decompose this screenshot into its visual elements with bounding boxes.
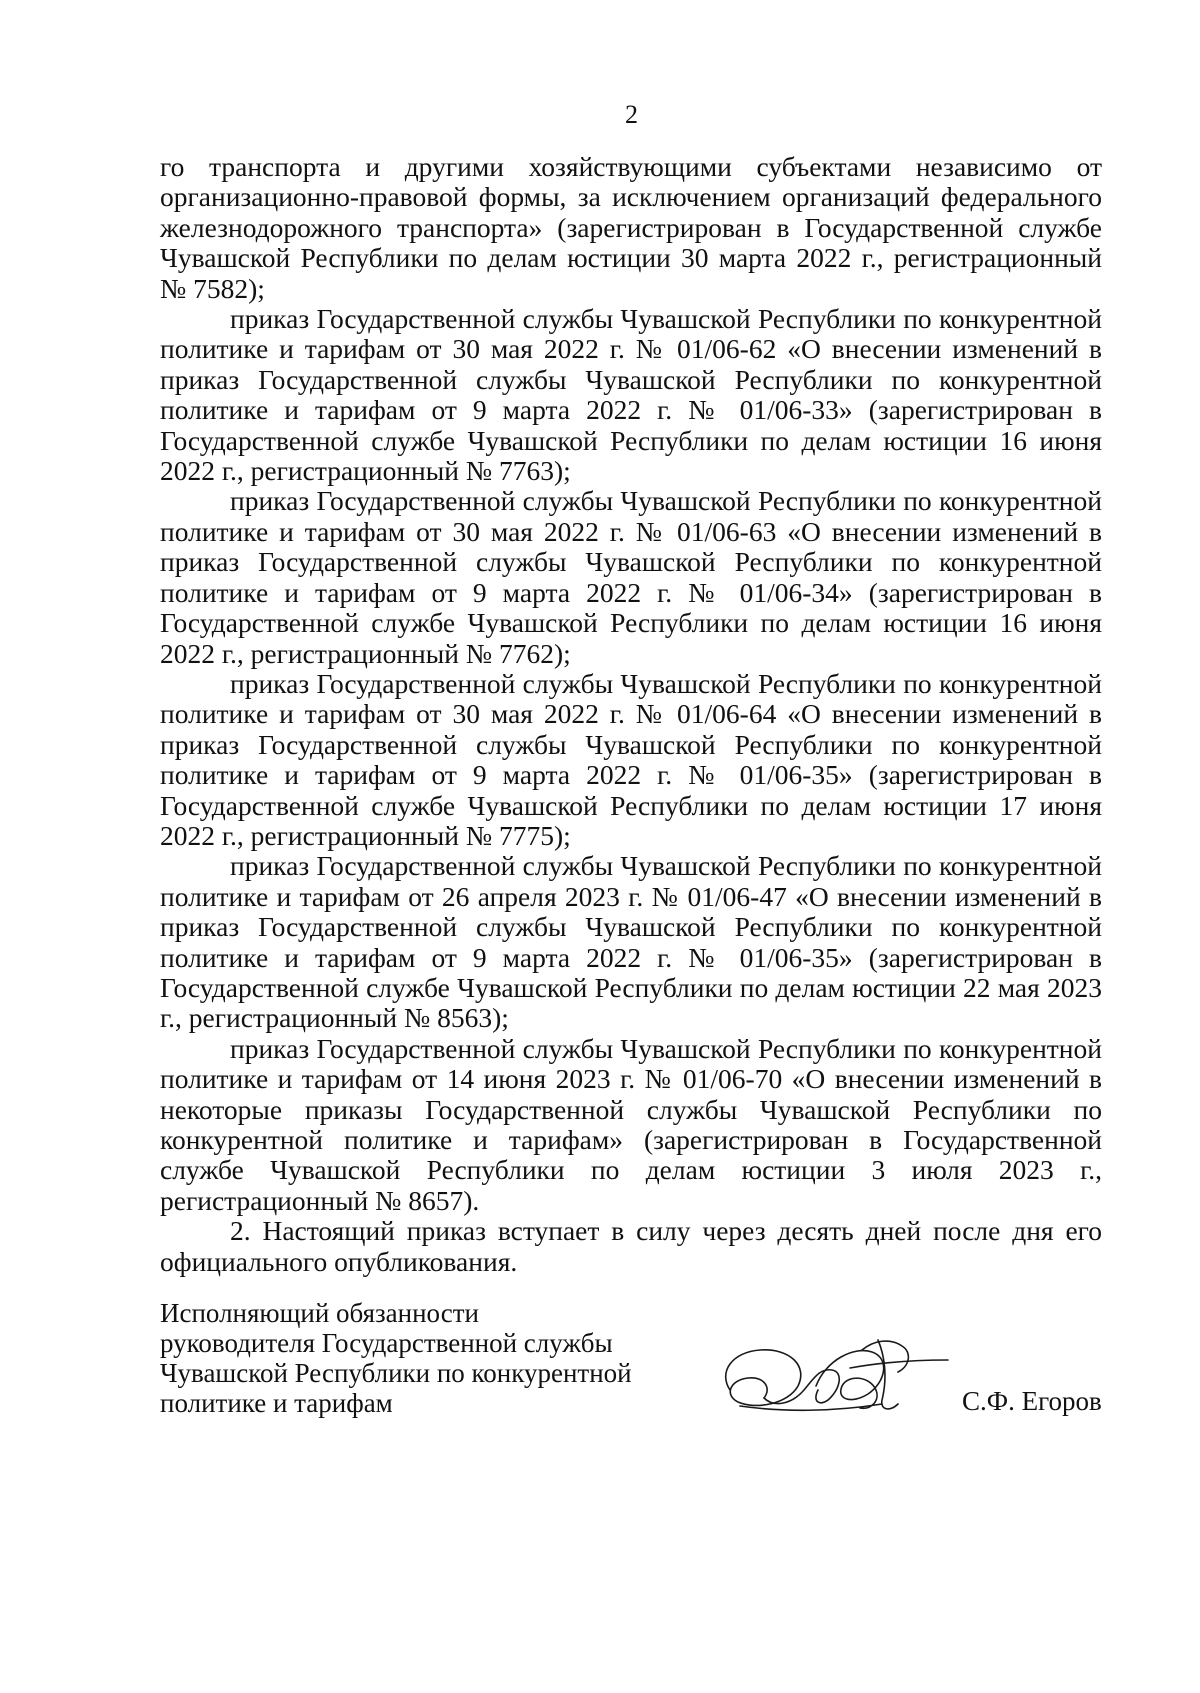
signatory-title-line: политике и тарифам [160,1388,393,1418]
signatory-name: С.Ф. Егоров [962,1386,1102,1416]
paragraph-order-01-06-64: приказ Государственной службы Чувашской Республики по конкурентной политике и тарифам от 30 мая 2022 г. № 01/06-64 «О внесении изменений в приказ Государственной службы Чувашской Республики по конкурентной политике и тарифам от 9 марта 2022 г. № 01/06-35» (зарегистрирован в Государственной службе Чувашской Республики по делам юстиции 17 июня 2022 г., регистрационный № 7775); [160,667,1102,851]
signatory-title-line: Исполняющий обязанности [160,1298,479,1328]
paragraph-continuation: го транспорта и другими хозяйствующими субъектами независимо от организационно-правовой формы, за исключением организаций федерального железнодорожного транспорта» (зарегистрирован в Государственной службе Чувашской Республики по делам юстиции 30 марта 2022 г., регистрационный № 7582); [160,151,1102,304]
signatory-title [160,1298,660,1418]
paragraph-order-01-06-70: приказ Государственной службы Чувашской Республики по конкурентной политике и тарифам от 14 июня 2023 г. № 01/06-70 «О внесении изменений в некоторые приказы Государственной службы Чувашской Республики по конкурентной политике и тарифам» (зарегистрирован в Государственной службе Чувашской Республики по делам юстиции 3 июля 2023 г., регистрационный № 8657). [160,1032,1102,1216]
paragraph-effective-date: 2. Настоящий приказ вступает в силу через десять дней после дня его официального опубликования. [160,1215,1102,1277]
page-number: 2 [625,100,638,129]
paragraph-order-01-06-63: приказ Государственной службы Чувашской Республики по конкурентной политике и тарифам от 30 мая 2022 г. № 01/06-63 «О внесении изменений в приказ Государственной службы Чувашской Республики по конкурентной политике и тарифам от 9 марта 2022 г. № 01/06-34» (зарегистрирован в Государственной службе Чувашской Республики по делам юстиции 16 июня 2022 г., регистрационный № 7762); [160,485,1102,669]
signatory-title-line: Чувашской Республики по конкурентной [160,1358,632,1388]
paragraph-order-01-06-47: приказ Государственной службы Чувашской Республики по конкурентной политике и тарифам от 26 апреля 2023 г. № 01/06-47 «О внесении изменений в приказ Государственной службы Чувашской Республики по конкурентной политике и тарифам от 9 марта 2022 г. № 01/06-35» (зарегистрирован в Государственной службе Чувашской Республики по делам юстиции 22 мая 2023 г., регистрационный № 8563); [160,850,1102,1034]
document-body [160,152,1102,1277]
handwritten-signature [712,1320,952,1430]
paragraph-order-01-06-62: приказ Государственной службы Чувашской Республики по конкурентной политике и тарифам от 30 мая 2022 г. № 01/06-62 «О внесении изменений в приказ Государственной службы Чувашской Республики по конкурентной политике и тарифам от 9 марта 2022 г. № 01/06-33» (зарегистрирован в Государственной службе Чувашской Республики по делам юстиции 16 июня 2022 г., регистрационный № 7763); [160,303,1102,487]
signatory-title-line: руководителя Государственной службы [160,1328,613,1358]
